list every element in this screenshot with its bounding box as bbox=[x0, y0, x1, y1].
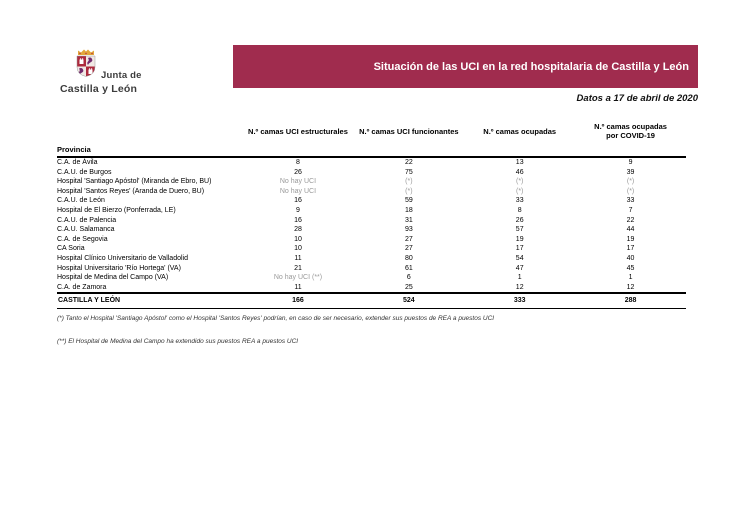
column-header: N.º camas UCI estructurales bbox=[248, 126, 348, 136]
value-cell: 45 bbox=[626, 264, 635, 272]
value-cell: 7 bbox=[628, 206, 633, 214]
total-row bbox=[57, 293, 686, 308]
footnote-1: (*) Tanto el Hospital 'Santiago Apóstol' como el Hospital 'Santos Reyes' podrían, en caso de ser necesario, extender sus puestos de REA a puestos UCI bbox=[57, 315, 495, 322]
value-cell: 9 bbox=[628, 159, 633, 166]
value-cell: 57 bbox=[515, 226, 524, 234]
value-cell: 54 bbox=[515, 254, 524, 262]
value-cell: 33 bbox=[515, 197, 524, 205]
table-row bbox=[57, 187, 686, 197]
value-cell: 10 bbox=[294, 235, 302, 243]
provincia-cell: Hospital de El Bierzo (Ponferrada, LE) bbox=[57, 206, 176, 214]
value-cell: (*) bbox=[626, 187, 635, 195]
value-cell: 44 bbox=[626, 226, 635, 234]
provincia-cell: C.A.U. de León bbox=[57, 197, 105, 205]
provincia-cell: C.A. de Segovia bbox=[57, 235, 108, 243]
table-row bbox=[57, 235, 686, 245]
value-cell: 1 bbox=[628, 274, 633, 282]
total-value: 333 bbox=[464, 293, 575, 308]
value-cell: 27 bbox=[404, 245, 413, 253]
uci-table bbox=[57, 120, 686, 309]
table-row bbox=[57, 216, 686, 226]
provincia-cell: CA Soria bbox=[57, 245, 85, 253]
report-date: Datos a 17 de abril de 2020 bbox=[576, 93, 698, 104]
value-cell: 27 bbox=[404, 235, 413, 243]
coat-of-arms-icon bbox=[75, 49, 97, 82]
value-cell: 6 bbox=[406, 274, 411, 282]
value-cell: 61 bbox=[404, 264, 413, 272]
value-cell: 8 bbox=[517, 206, 522, 214]
total-value: 288 bbox=[575, 293, 686, 308]
provincia-cell: C.A.U. de Palencia bbox=[57, 216, 117, 224]
provincia-label: Provincia bbox=[57, 145, 243, 157]
table-row bbox=[57, 206, 686, 216]
value-cell: 33 bbox=[626, 197, 635, 205]
value-cell: No hay UCI (**) bbox=[273, 274, 323, 282]
value-cell: 16 bbox=[294, 216, 302, 224]
value-cell: (*) bbox=[516, 187, 524, 195]
value-cell: 21 bbox=[294, 264, 302, 272]
value-cell: 93 bbox=[404, 226, 413, 234]
total-value: 166 bbox=[243, 293, 354, 308]
column-header: N.º camas UCI funcionantes bbox=[359, 126, 459, 136]
logo-org-line1: Junta de bbox=[101, 70, 142, 81]
value-cell: 10 bbox=[294, 245, 302, 253]
total-label: CASTILLA Y LEÓN bbox=[57, 293, 243, 308]
table-body bbox=[57, 157, 686, 293]
value-cell: 16 bbox=[294, 197, 302, 205]
value-cell: 25 bbox=[404, 283, 413, 291]
value-cell: No hay UCI bbox=[279, 178, 317, 186]
value-cell: (*) bbox=[405, 187, 413, 195]
table-row bbox=[57, 273, 686, 283]
provincia-cell: C.A.U. de Burgos bbox=[57, 168, 112, 176]
value-cell: 11 bbox=[294, 254, 302, 262]
uci-table-wrap bbox=[57, 120, 686, 309]
total-value: 524 bbox=[353, 293, 464, 308]
provincia-cell: Hospital Clínico Universitario de Valladolid bbox=[57, 254, 188, 262]
table-row bbox=[57, 254, 686, 264]
table-row bbox=[57, 168, 686, 178]
page-title: Situación de las UCI en la red hospitalaria de Castilla y León bbox=[373, 60, 689, 73]
value-cell: 12 bbox=[626, 283, 635, 291]
value-cell: 59 bbox=[404, 197, 413, 205]
table-row bbox=[57, 244, 686, 254]
value-cell: 75 bbox=[404, 168, 413, 176]
table-row bbox=[57, 196, 686, 206]
value-cell: 47 bbox=[515, 264, 524, 272]
value-cell: No hay UCI bbox=[279, 187, 317, 195]
provincia-cell: C.A. de Zamora bbox=[57, 283, 107, 291]
value-cell: 22 bbox=[626, 216, 635, 224]
value-cell: 17 bbox=[626, 245, 635, 253]
value-cell: 13 bbox=[515, 159, 524, 166]
value-cell: 28 bbox=[294, 226, 302, 234]
value-cell: 19 bbox=[515, 235, 524, 243]
provincia-cell: Hospital Universitario 'Río Hortega' (VA) bbox=[57, 264, 181, 272]
value-cell: 12 bbox=[515, 283, 524, 291]
value-cell: 80 bbox=[404, 254, 413, 262]
value-cell: 26 bbox=[294, 168, 302, 176]
value-cell: 1 bbox=[517, 274, 522, 282]
value-cell: 22 bbox=[404, 159, 413, 166]
value-cell: 18 bbox=[404, 206, 413, 214]
value-cell: 8 bbox=[296, 159, 300, 166]
empty-corner-cell bbox=[57, 120, 243, 145]
table-row bbox=[57, 157, 686, 168]
row-group-header bbox=[57, 145, 686, 157]
junta-logo bbox=[60, 49, 190, 95]
logo-org-line2: Castilla y León bbox=[60, 83, 138, 95]
value-cell: 40 bbox=[626, 254, 635, 262]
value-cell: 17 bbox=[515, 245, 524, 253]
footnote-2: (**) El Hospital de Medina del Campo ha extendido sus puestos REA a puestos UCI bbox=[57, 338, 299, 345]
title-banner bbox=[233, 45, 698, 88]
table-row bbox=[57, 264, 686, 274]
value-cell: 11 bbox=[294, 283, 302, 291]
value-cell: 9 bbox=[296, 206, 300, 214]
provincia-cell: Hospital 'Santiago Apóstol' (Miranda de Ebro, BU) bbox=[57, 178, 212, 186]
table-row bbox=[57, 283, 686, 294]
provincia-cell: C.A. de Ávila bbox=[57, 159, 98, 166]
table-row bbox=[57, 225, 686, 235]
value-cell: 19 bbox=[626, 235, 635, 243]
value-cell: 26 bbox=[515, 216, 524, 224]
value-cell: (*) bbox=[405, 178, 413, 186]
value-cell: (*) bbox=[626, 178, 635, 186]
value-cell: 46 bbox=[515, 168, 524, 176]
provincia-cell: Hospital de Medina del Campo (VA) bbox=[57, 274, 169, 282]
value-cell: (*) bbox=[516, 178, 524, 186]
column-header: N.º camas ocupadas por COVID-19 bbox=[594, 122, 667, 140]
value-cell: 31 bbox=[404, 216, 413, 224]
provincia-cell: C.A.U. Salamanca bbox=[57, 226, 115, 234]
provincia-cell: Hospital 'Santos Reyes' (Aranda de Duero, BU) bbox=[57, 187, 205, 195]
value-cell: 39 bbox=[626, 168, 635, 176]
column-header: N.º camas ocupadas bbox=[483, 126, 557, 136]
column-header-row bbox=[57, 120, 686, 145]
table-row bbox=[57, 177, 686, 187]
